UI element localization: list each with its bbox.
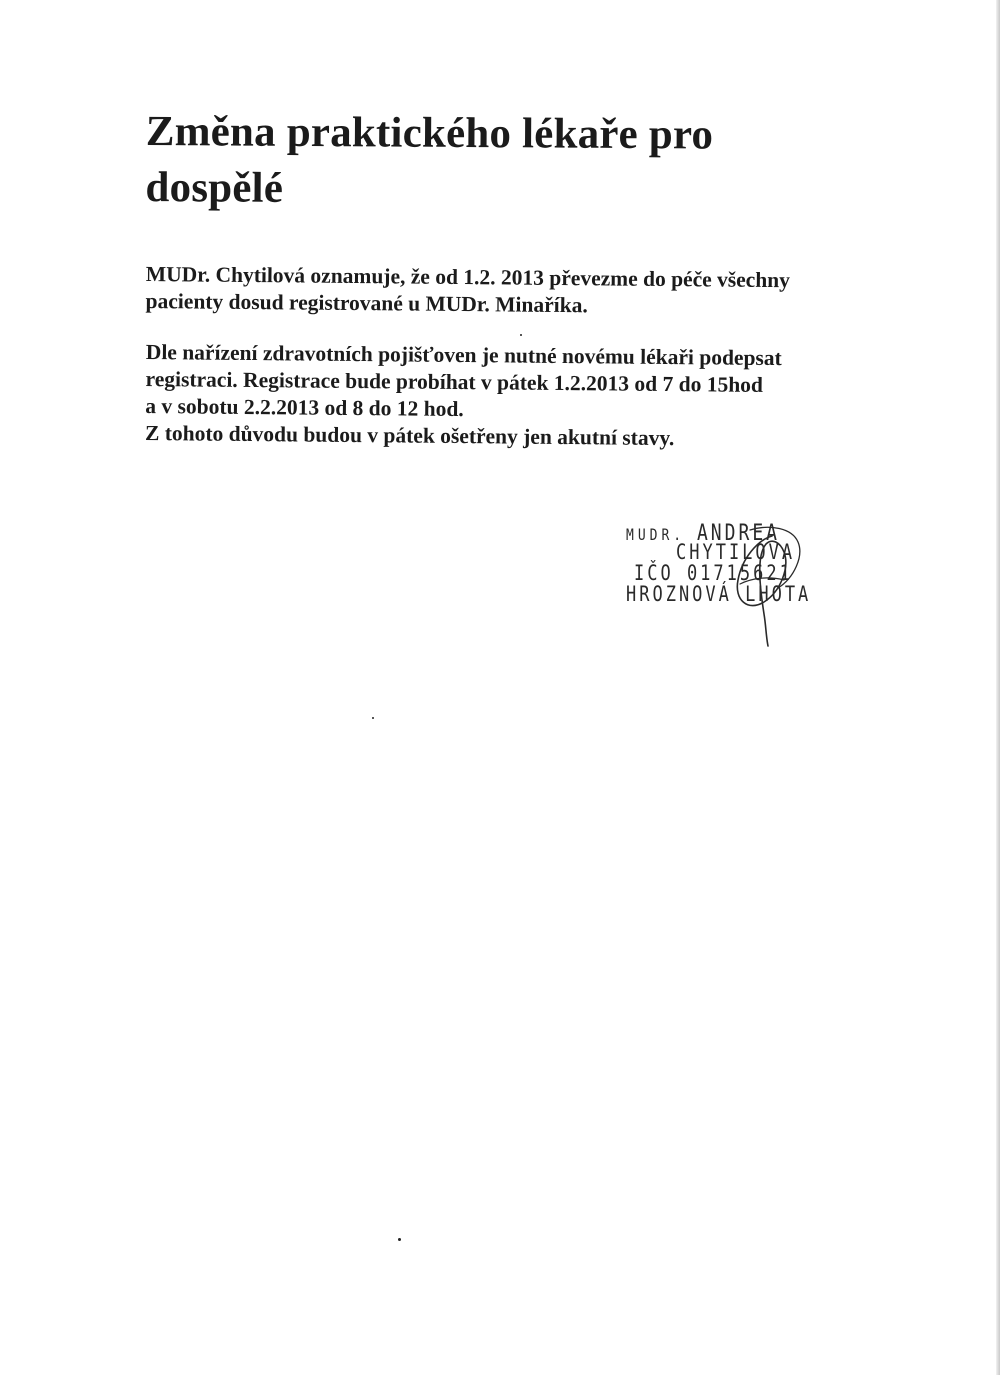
paragraph1-line-2: pacienty dosud registrované u MUDr. Minaříka. <box>145 288 588 318</box>
title-line-2: dospělé <box>145 163 284 212</box>
paragraph2-line-3: a v sobotu 2.2.2013 od 8 do 12 hod. <box>145 393 464 422</box>
paragraph2-line-4: Z tohoto důvodu budou v pátek ošetřeny jen akutní stavy. <box>144 420 675 451</box>
handwritten-signature-icon <box>680 518 830 658</box>
stamp-line-3: IČO 01715621 <box>634 561 793 586</box>
stamp-line-2: CHYTILOVA <box>676 540 796 565</box>
paragraph2-line-1: Dle nařízení zdravotních pojišťoven je nutné novému lékaři podepsat <box>145 339 782 371</box>
registration-paragraph <box>145 339 906 454</box>
stamp-line-4: HROZNOVÁ LHOTA <box>626 582 812 607</box>
scan-speck <box>398 1238 401 1241</box>
stamp-first-name: ANDREA <box>696 520 780 547</box>
stamp-prefix: MUDR. <box>626 526 686 545</box>
title-line-1: Změna praktického lékaře pro <box>145 107 714 159</box>
scan-speck <box>520 334 522 336</box>
doctor-stamp <box>620 518 840 658</box>
document-title <box>145 104 786 220</box>
paragraph2-line-2: registraci. Registrace bude probíhat v pátek 1.2.2013 od 7 do 15hod <box>145 366 764 397</box>
announcement-paragraph <box>145 261 905 322</box>
paragraph1-line-1: MUDr. Chytilová oznamuje, že od 1.2. 2013 převezme do péče všechny <box>145 261 791 293</box>
scan-speck <box>372 717 374 719</box>
scan-edge <box>996 0 1000 1375</box>
